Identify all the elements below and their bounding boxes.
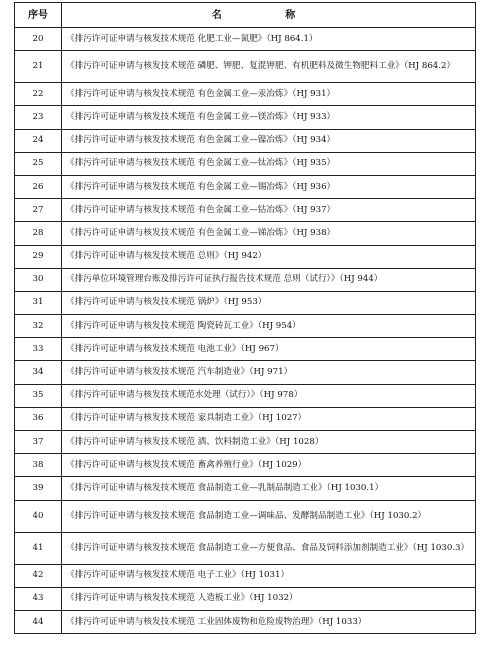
row-name: 《排污许可证申请与核发技术规范 总则》（HJ 942）: [62, 245, 476, 268]
row-number: 26: [15, 175, 62, 198]
row-number: 24: [15, 129, 62, 152]
row-name: 《排污许可证申请与核发技术规范 电子工业》（HJ 1031）: [62, 564, 476, 587]
row-number: 28: [15, 222, 62, 245]
table-row: [15, 268, 476, 291]
table-row: [15, 500, 476, 532]
row-name: 《排污许可证申请与核发技术规范 工业固体废物和危险废物治理》（HJ 1033）: [62, 610, 476, 633]
table-row: [15, 315, 476, 338]
table-row: [15, 175, 476, 198]
row-name: 《排污许可证申请与核发技术规范 磷肥、钾肥、复混钾肥、有机肥料及微生物肥料工业》（HJ 864.2）: [62, 51, 476, 83]
row-number: 33: [15, 338, 62, 361]
row-name: 《排污许可证申请与核发技术规范 有色金属工业—镁冶炼》（HJ 933）: [62, 106, 476, 129]
column-header-name: 名 称: [62, 3, 476, 28]
row-number: 34: [15, 361, 62, 384]
table-row: [15, 361, 476, 384]
table-row: [15, 106, 476, 129]
row-name: 《排污许可证申请与核发技术规范 人造板工业》（HJ 1032）: [62, 587, 476, 610]
row-name: 《排污单位环境管理台账及排污许可证执行报告技术规范 总则（试行）》（HJ 944）: [62, 268, 476, 291]
row-number: 37: [15, 431, 62, 454]
row-name: 《排污许可证申请与核发技术规范 电池工业》（HJ 967）: [62, 338, 476, 361]
row-name: 《排污许可证申请与核发技术规范 食品制造工业—方便食品、食品及饲料添加剂制造工业》（HJ 1030.3）: [62, 532, 476, 564]
table-row: [15, 245, 476, 268]
table-row: [15, 338, 476, 361]
row-name: 《排污许可证申请与核发技术规范 有色金属工业—汞冶炼》（HJ 931）: [62, 83, 476, 106]
table-row: [15, 610, 476, 633]
column-header-number: 序号: [15, 3, 62, 28]
row-number: 42: [15, 564, 62, 587]
table-row: [15, 587, 476, 610]
row-name: 《排污许可证申请与核发技术规范 家具制造工业》（HJ 1027）: [62, 407, 476, 430]
row-name: 《排污许可证申请与核发技术规范 有色金属工业—镍冶炼》（HJ 934）: [62, 129, 476, 152]
row-number: 44: [15, 610, 62, 633]
table-row: [15, 477, 476, 500]
row-number: 40: [15, 500, 62, 532]
row-number: 38: [15, 454, 62, 477]
row-number: 36: [15, 407, 62, 430]
row-number: 25: [15, 152, 62, 175]
row-name: 《排污许可证申请与核发技术规范 食品制造工业—调味品、发酵制品制造工业》（HJ 1030.2）: [62, 500, 476, 532]
row-number: 22: [15, 83, 62, 106]
row-name: 《排污许可证申请与核发技术规范水处理（试行）》（HJ 978）: [62, 384, 476, 407]
row-number: 39: [15, 477, 62, 500]
row-name: 《排污许可证申请与核发技术规范 有色金属工业—锑冶炼》（HJ 938）: [62, 222, 476, 245]
row-name: 《排污许可证申请与核发技术规范 食品制造工业—乳制品制造工业》（HJ 1030.1）: [62, 477, 476, 500]
row-name: 《排污许可证申请与核发技术规范 畜禽养殖行业》（HJ 1029）: [62, 454, 476, 477]
row-number: 21: [15, 51, 62, 83]
table-row: [15, 454, 476, 477]
table-row: [15, 291, 476, 314]
row-name: 《排污许可证申请与核发技术规范 化肥工业—氮肥》（HJ 864.1）: [62, 28, 476, 51]
row-name: 《排污许可证申请与核发技术规范 有色金属工业—锡冶炼》（HJ 936）: [62, 175, 476, 198]
table-row: [15, 83, 476, 106]
row-number: 35: [15, 384, 62, 407]
table-row: [15, 431, 476, 454]
table-row: [15, 51, 476, 83]
row-number: 41: [15, 532, 62, 564]
row-name: 《排污许可证申请与核发技术规范 有色金属工业—钴冶炼》（HJ 937）: [62, 199, 476, 222]
table-row: [15, 28, 476, 51]
row-name: 《排污许可证申请与核发技术规范 酒、饮料制造工业》（HJ 1028）: [62, 431, 476, 454]
row-name: 《排污许可证申请与核发技术规范 汽车制造业》（HJ 971）: [62, 361, 476, 384]
row-number: 20: [15, 28, 62, 51]
standards-table: [14, 2, 476, 634]
table-row: [15, 152, 476, 175]
row-name: 《排污许可证申请与核发技术规范 有色金属工业—钛冶炼》（HJ 935）: [62, 152, 476, 175]
table-row: [15, 384, 476, 407]
row-number: 32: [15, 315, 62, 338]
row-number: 27: [15, 199, 62, 222]
row-name: 《排污许可证申请与核发技术规范 陶瓷砖瓦工业》（HJ 954）: [62, 315, 476, 338]
row-number: 29: [15, 245, 62, 268]
row-number: 30: [15, 268, 62, 291]
table-row: [15, 407, 476, 430]
table-row: [15, 129, 476, 152]
table-row: [15, 564, 476, 587]
row-number: 23: [15, 106, 62, 129]
row-name: 《排污许可证申请与核发技术规范 锅炉》（HJ 953）: [62, 291, 476, 314]
row-number: 31: [15, 291, 62, 314]
table-row: [15, 199, 476, 222]
row-number: 43: [15, 587, 62, 610]
table-row: [15, 532, 476, 564]
table-row: [15, 222, 476, 245]
table-header-row: [15, 3, 476, 28]
